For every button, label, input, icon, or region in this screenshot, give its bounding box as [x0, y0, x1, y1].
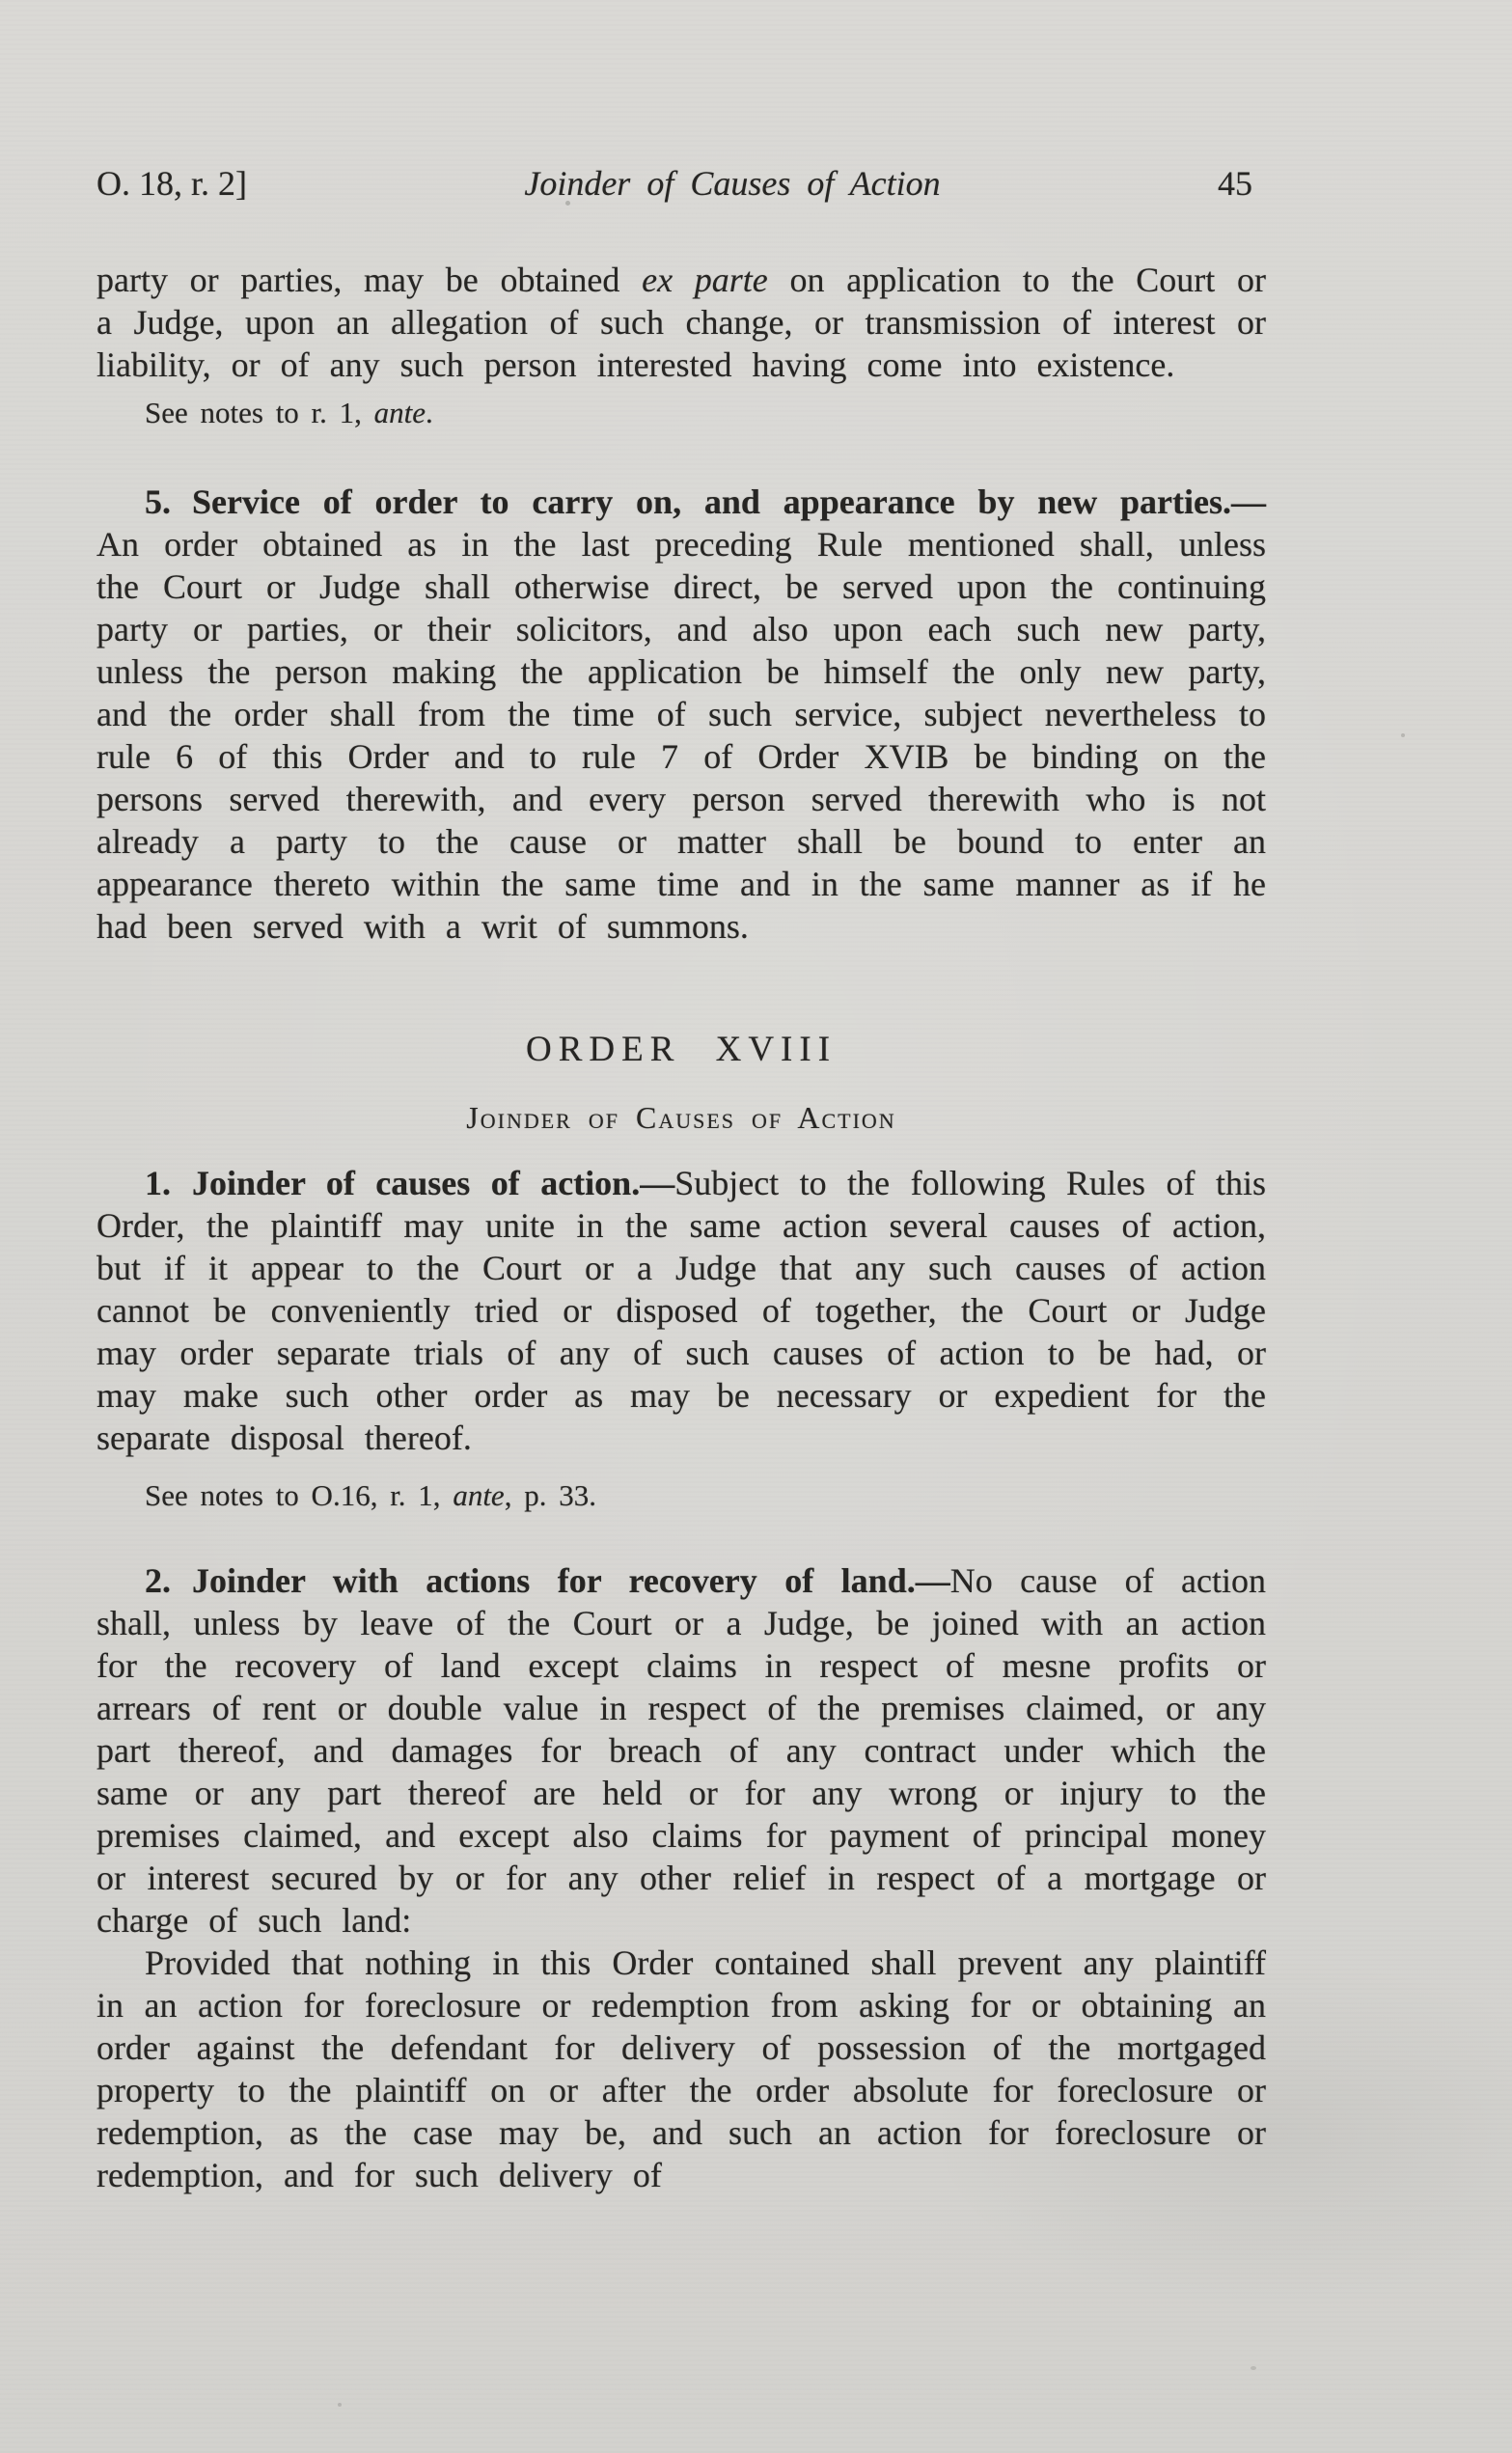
text-column: [96, 162, 1266, 2196]
rule-5-heading: Service of order to carry on, and appearance by new parties.—: [192, 482, 1266, 521]
running-header: [96, 162, 1266, 205]
proviso-paragraph: Provided that nothing in this Order contained shall prevent any plaintiff in an action for foreclosure or redemption from asking for or obtaining an order against the defendant for delivery of possession of the mortgaged property to the plaintiff on or after the order absolute for foreclosure or redemption, as the case may be, and such an action for foreclosure or redemption, and for such delivery of: [96, 1943, 1266, 2194]
paper-speck: [1401, 733, 1405, 737]
note-2-ante: ante: [453, 1478, 505, 1512]
note-2-post: , p. 33.: [504, 1478, 596, 1512]
running-title: Joinder of Causes of Action: [524, 164, 941, 203]
section-reference: O. 18, r. 2]: [96, 164, 247, 203]
note-1-pre: See notes to r. 1,: [145, 396, 374, 429]
rule-2-body: No cause of action shall, unless by leave of the Court or a Judge, be joined with an action for the recovery of land except claims in respect of mesne profits or arrears of rent or double value in respect of the premises claimed, or any part thereof, and damages for breach of any contract under which the same or any part thereof are held or for any wrong or injury to the premises claimed, and except also claims for payment of principal money or interest secured by or for any other relief in respect of a mortgage or charge of such land:: [96, 1561, 1266, 1940]
rule-5-body: An order obtained as in the last preceding Rule mentioned shall, unless the Court or Judge shall otherwise direct, be served upon the continuing party or parties, or their solicitors, and also upon each such new party, unless the person making the application be himself the only new party, and the order shall from the time of such service, subject nevertheless to rule 6 of this Order and to rule 7 of Order XVIB be binding on the persons served therewith, and every person served therewith who is not already a party to the cause or matter shall be bound to enter an appearance thereto within the same time and in the same manner as if he had been served with a writ of summons.: [96, 525, 1266, 946]
note-reference-1: [145, 396, 1266, 430]
rule-2-heading: Joinder with actions for recovery of land.—: [192, 1561, 950, 1600]
rule-1-number: 1.: [145, 1164, 171, 1202]
order-subheading: Joinder of Causes of Action: [466, 1100, 896, 1135]
rule-2-paragraph: [96, 1559, 1266, 1942]
note-reference-2: [145, 1478, 1266, 1513]
spacer: [96, 1459, 1266, 1469]
intro-paragraph: [96, 259, 1266, 386]
rule-1-heading: Joinder of causes of action.—: [192, 1164, 675, 1202]
note-1-post: .: [426, 396, 433, 429]
paper-speck: [338, 2403, 342, 2407]
rule-2-number: 2.: [145, 1561, 171, 1600]
intro-latin-phrase: ex parte: [642, 261, 768, 299]
rule-1-body: Subject to the following Rules of this Order, the plaintiff may unite in the same action several causes of action, but if it appear to the Court or a Judge that any such causes of action cannot be conveniently tried or disposed of together, the Court or Judge may order separate trials of any of such causes of action to be had, or may make such other order as may be necessary or expedient for the separate disposal thereof.: [96, 1164, 1266, 1457]
rule-5-number: 5.: [145, 482, 171, 521]
rule-1-paragraph: [96, 1162, 1266, 1459]
spacer: [96, 1137, 1266, 1162]
order-heading: ORDER XVIII: [525, 1030, 838, 1069]
page-number: 45: [1218, 164, 1252, 203]
note-1-ante: ante: [373, 396, 426, 429]
note-2-pre: See notes to O.16, r. 1,: [145, 1478, 454, 1512]
spacer: [96, 1513, 1266, 1559]
intro-text-post: on application to the Court or a Judge, upon an allegation of such change, or transmission of interest or liability, or of any such person interested having come into existence.: [96, 261, 1266, 384]
spacer: [96, 948, 1266, 1027]
paper-speck: [1251, 2366, 1256, 2370]
rule-5-paragraph: [96, 481, 1266, 948]
intro-text-pre: party or parties, may be obtained: [96, 261, 643, 299]
spacer: [96, 430, 1266, 481]
